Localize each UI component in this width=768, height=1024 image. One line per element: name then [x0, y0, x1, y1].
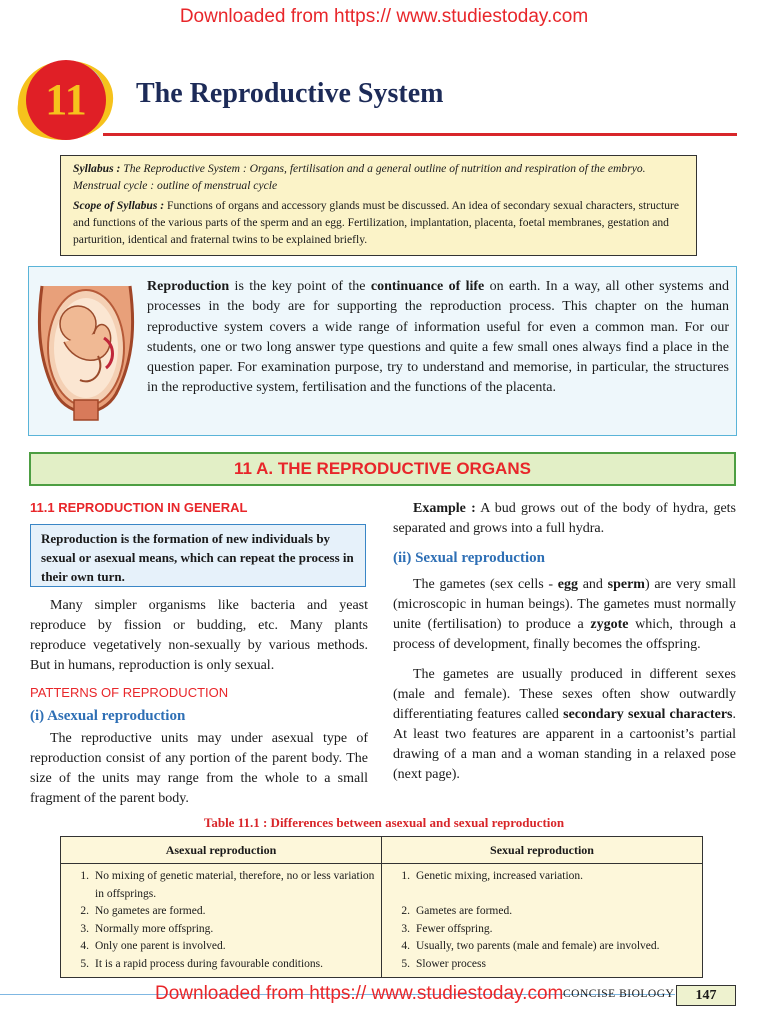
term-sperm: sperm	[607, 577, 645, 592]
list-item-number: 4.	[80, 940, 89, 952]
intro-paragraph	[147, 277, 729, 399]
chapter-number: 11	[45, 75, 87, 124]
chapter-title: The Reproductive System	[136, 78, 444, 109]
list-item	[67, 921, 375, 939]
list-item	[388, 938, 696, 956]
list-item-number: 5.	[401, 957, 410, 970]
list-item-number: 1.	[80, 870, 89, 882]
list-item-number: 2.	[80, 905, 89, 917]
section-heading-reproduction: 11.1 REPRODUCTION IN GENERAL	[30, 500, 248, 515]
list-item-text: No mixing of genetic material, therefore, no or less variation in offsprings.	[95, 870, 375, 900]
list-item	[67, 956, 375, 974]
list-item	[388, 956, 696, 974]
gametes-text-b: ) are very small (microscopic in human beings). The gametes must normally unite (fertilisation) to produce a	[393, 577, 737, 632]
list-item-text: Gametes are formed.	[416, 905, 513, 917]
sexes-text-a: The gametes are usually produced in different sexes (male and female). These sexes often show outwardly differentiating features called	[393, 667, 736, 722]
list-item	[67, 903, 375, 921]
list-item-text: Only one parent is involved.	[95, 940, 226, 952]
sexual-list	[388, 864, 696, 977]
left-column-para2	[30, 729, 368, 819]
list-item	[67, 868, 375, 903]
paragraph-sexes	[393, 665, 736, 785]
gametes-text-and: and	[578, 577, 608, 592]
paragraph-asexual: The reproductive units may under asexual type of reproduction consist of any portion of the parent body. The size of the units may range from the whole to a small fragment of the parent body.	[30, 731, 368, 806]
gametes-text-a: The gametes (sex cells -	[413, 577, 558, 592]
list-item-number: 3.	[80, 922, 89, 935]
example-label: Example :	[413, 501, 476, 516]
intro-text-2: on earth. In a way, all other systems and processes in the body are for supporting the reproduction process. This chapter on the human reproductive system covers a wide range of information useful for even a common man. For our students, one or two long answer type questions and quite a few small ones always find a place in the question paper. For examination purpose, try to understand and memorise, in particular, the structures in the reproductive system, fertilisation and the functions of the placenta.	[147, 279, 730, 396]
sexual-heading: (ii) Sexual reproduction	[393, 550, 545, 566]
list-item-number: 5.	[80, 957, 89, 970]
intro-text-1: is the key point of the	[229, 279, 371, 294]
list-item-text: Genetic mixing, increased variation.	[416, 870, 584, 882]
list-item-text: Fewer offspring.	[416, 922, 493, 935]
right-column-paras	[393, 575, 736, 795]
example-paragraph	[393, 499, 736, 539]
table-caption: Table 11.1 : Differences between asexual and sexual reproduction	[203, 815, 565, 830]
gametes-text-c: which, through a process of development, finally becomes the offspring.	[393, 617, 736, 652]
page-number: 147	[676, 985, 736, 1006]
term-zygote: zygote	[590, 617, 629, 632]
list-item-text: Usually, two parents (male and female) are involved.	[416, 940, 660, 952]
table-header-row	[61, 837, 703, 864]
definition-box: Reproduction is the formation of new individuals by sexual or asexual means, which can repeat the process in their own turn.	[30, 524, 366, 587]
list-item-number: 2.	[401, 905, 410, 917]
download-link-bottom[interactable]: Downloaded from https:// www.studiestoday.com	[155, 983, 564, 1004]
list-item	[67, 938, 375, 956]
list-item-number: 3.	[401, 922, 410, 935]
section-banner: 11 A. THE REPRODUCTIVE ORGANS	[29, 452, 736, 486]
intro-emphasis: continuance of life	[370, 279, 485, 294]
column-header-sexual: Sexual reproduction	[382, 837, 703, 864]
list-item-number: 4.	[401, 940, 410, 952]
download-link-top[interactable]: Downloaded from https:// www.studiestoday.com	[179, 6, 589, 27]
list-item	[388, 921, 696, 939]
scope-line	[73, 197, 684, 248]
syllabus-text: The Reproductive System : Organs, fertilisation and a general outline of nutrition and respiration of the embryo. Menstrual cycle : outline of menstrual cycle	[73, 162, 646, 192]
list-item-text: Normally more offspring.	[95, 922, 214, 935]
left-column-para1	[30, 596, 368, 686]
asexual-heading: (i) Asexual reproduction	[30, 708, 186, 724]
fetus-in-womb-illustration	[36, 276, 136, 428]
list-item-text: No gametes are formed.	[95, 905, 206, 917]
scope-text: Functions of organs and accessory glands must be discussed. An idea of secondary sexual characters, structure and functions of the various parts of the sperm and an egg. Fertilization, implantation, placenta, foetal membranes, gestation and parturition, identical and fraternal twins to be explained briefly.	[73, 199, 680, 246]
list-item-text: Slower process	[416, 957, 486, 970]
example-text: A bud grows out of the body of hydra, gets separated and grows into a full hydra.	[393, 501, 736, 536]
list-item	[388, 903, 696, 921]
paragraph-organisms: Many simpler organisms like bacteria and yeast reproduce by fission or budding, etc. Many plants reproduce vegetatively non-sexually by various methods. But in humans, reproduction is only sexual.	[30, 598, 368, 673]
intro-term: Reproduction	[147, 279, 230, 294]
right-column-example	[393, 499, 736, 539]
list-item-text: It is a rapid process during favourable conditions.	[95, 957, 324, 970]
asexual-cell	[61, 864, 382, 978]
term-secondary-sexual-characters: secondary sexual characters	[563, 707, 733, 722]
sexual-cell	[382, 864, 703, 978]
column-header-asexual: Asexual reproduction	[61, 837, 382, 864]
term-egg: egg	[557, 577, 578, 592]
table-row	[61, 864, 703, 978]
syllabus-label: Syllabus :	[73, 162, 121, 175]
list-item-number: 1.	[401, 870, 410, 882]
paragraph-gametes	[393, 575, 736, 655]
syllabus-line	[73, 160, 684, 194]
patterns-heading: PATTERNS OF REPRODUCTION	[30, 685, 229, 700]
list-item	[388, 868, 696, 886]
sexes-text-b: . At least two features are apparent in a cartoonist’s partial drawing of a man and a woman standing in a relaxed pose (next page).	[393, 707, 736, 782]
title-divider	[103, 133, 737, 136]
asexual-list	[67, 864, 375, 977]
book-label: CONCISE BIOLOGY	[563, 988, 675, 1000]
syllabus-box	[60, 155, 697, 256]
scope-label: Scope of Syllabus :	[73, 199, 165, 212]
comparison-table	[60, 836, 703, 978]
